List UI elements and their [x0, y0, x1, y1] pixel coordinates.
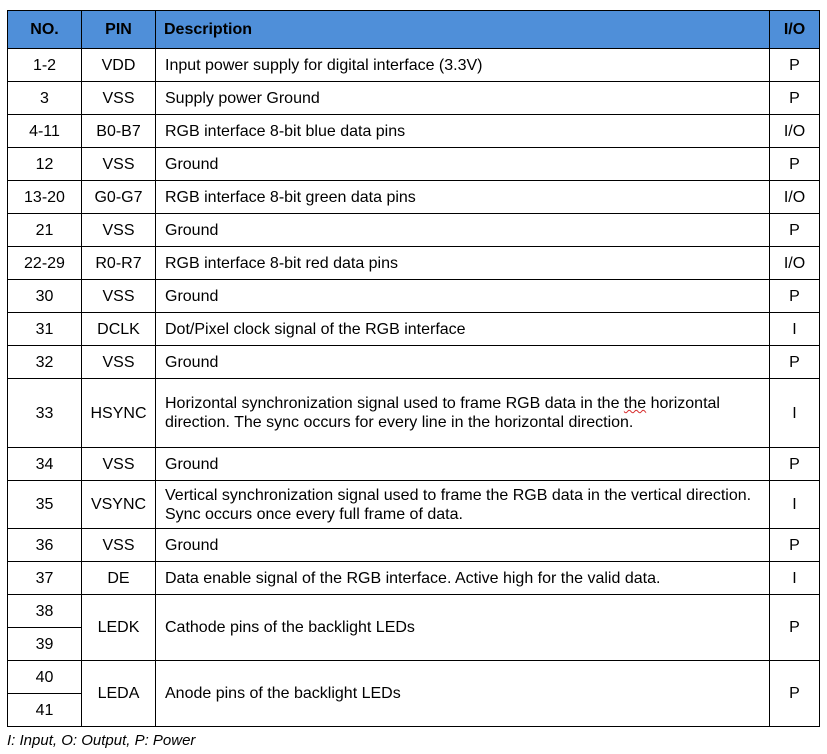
cell-pin: LEDK — [82, 595, 156, 661]
cell-io: I/O — [770, 115, 820, 148]
cell-description: Supply power Ground — [156, 82, 770, 115]
cell-pin: B0-B7 — [82, 115, 156, 148]
table-row — [8, 448, 820, 481]
cell-pin: VSS — [82, 280, 156, 313]
table-row — [8, 247, 820, 280]
table-row — [8, 595, 820, 628]
table-row — [8, 529, 820, 562]
cell-description: Dot/Pixel clock signal of the RGB interface — [156, 313, 770, 346]
cell-no: 3 — [8, 82, 82, 115]
cell-io: P — [770, 148, 820, 181]
cell-io: I — [770, 379, 820, 448]
cell-no: 12 — [8, 148, 82, 181]
cell-pin: VSS — [82, 214, 156, 247]
cell-description: Ground — [156, 280, 770, 313]
cell-io: P — [770, 595, 820, 661]
cell-description: Cathode pins of the backlight LEDs — [156, 595, 770, 661]
cell-no: 37 — [8, 562, 82, 595]
cell-no: 31 — [8, 313, 82, 346]
cell-pin: DCLK — [82, 313, 156, 346]
cell-description: Ground — [156, 148, 770, 181]
table-row — [8, 49, 820, 82]
cell-io: P — [770, 346, 820, 379]
description-text: horizontal direction. The sync occurs for every line in the horizontal direction. — [165, 395, 720, 431]
cell-description: Anode pins of the backlight LEDs — [156, 661, 770, 727]
pin-table-container — [7, 10, 820, 727]
table-row — [8, 313, 820, 346]
cell-pin: R0-R7 — [82, 247, 156, 280]
cell-pin: VDD — [82, 49, 156, 82]
header-io: I/O — [770, 11, 820, 49]
cell-no: 22-29 — [8, 247, 82, 280]
table-row — [8, 115, 820, 148]
cell-no: 33 — [8, 379, 82, 448]
cell-io: P — [770, 280, 820, 313]
table-row — [8, 346, 820, 379]
cell-no: 34 — [8, 448, 82, 481]
cell-description: RGB interface 8-bit red data pins — [156, 247, 770, 280]
cell-description: Vertical synchronization signal used to frame the RGB data in the vertical direction. Sync occurs once every full frame of data. — [156, 481, 770, 529]
cell-no: 32 — [8, 346, 82, 379]
cell-pin: VSS — [82, 82, 156, 115]
cell-description: Ground — [156, 346, 770, 379]
description-text: Horizontal synchronization signal used to frame RGB data in the — [165, 395, 624, 412]
table-row — [8, 379, 820, 448]
cell-io: I — [770, 562, 820, 595]
cell-pin: VSS — [82, 346, 156, 379]
header-description: Description — [156, 11, 770, 49]
table-row — [8, 181, 820, 214]
cell-no: 13-20 — [8, 181, 82, 214]
cell-description — [156, 379, 770, 448]
cell-description: Ground — [156, 529, 770, 562]
cell-description: RGB interface 8-bit green data pins — [156, 181, 770, 214]
cell-no: 40 — [8, 661, 82, 694]
cell-io: P — [770, 49, 820, 82]
cell-no: 39 — [8, 628, 82, 661]
cell-no: 36 — [8, 529, 82, 562]
cell-io: P — [770, 448, 820, 481]
cell-description: Ground — [156, 214, 770, 247]
cell-description: Input power supply for digital interface (3.3V) — [156, 49, 770, 82]
header-pin: PIN — [82, 11, 156, 49]
cell-no: 35 — [8, 481, 82, 529]
cell-description: Data enable signal of the RGB interface. Active high for the valid data. — [156, 562, 770, 595]
table-row — [8, 661, 820, 694]
cell-pin: VSS — [82, 529, 156, 562]
cell-no: 38 — [8, 595, 82, 628]
cell-io: P — [770, 661, 820, 727]
cell-io: P — [770, 214, 820, 247]
header-no: NO. — [8, 11, 82, 49]
cell-pin: LEDA — [82, 661, 156, 727]
spelling-flagged-word: the — [623, 395, 647, 412]
table-row — [8, 481, 820, 529]
cell-io: I/O — [770, 181, 820, 214]
cell-io: P — [770, 529, 820, 562]
table-row — [8, 82, 820, 115]
cell-description: RGB interface 8-bit blue data pins — [156, 115, 770, 148]
cell-no: 41 — [8, 694, 82, 727]
cell-no: 4-11 — [8, 115, 82, 148]
table-row — [8, 148, 820, 181]
table-header-row — [8, 11, 820, 49]
cell-pin: G0-G7 — [82, 181, 156, 214]
cell-pin: VSS — [82, 448, 156, 481]
table-row — [8, 214, 820, 247]
cell-no: 30 — [8, 280, 82, 313]
cell-pin: VSS — [82, 148, 156, 181]
pin-table — [7, 10, 820, 727]
cell-pin: HSYNC — [82, 379, 156, 448]
cell-io: I — [770, 481, 820, 529]
cell-io: I — [770, 313, 820, 346]
footnote-legend: I: Input, O: Output, P: Power — [7, 732, 196, 749]
cell-pin: VSYNC — [82, 481, 156, 529]
cell-no: 21 — [8, 214, 82, 247]
table-row — [8, 280, 820, 313]
cell-io: I/O — [770, 247, 820, 280]
cell-description: Ground — [156, 448, 770, 481]
cell-io: P — [770, 82, 820, 115]
table-row — [8, 562, 820, 595]
cell-pin: DE — [82, 562, 156, 595]
cell-no: 1-2 — [8, 49, 82, 82]
